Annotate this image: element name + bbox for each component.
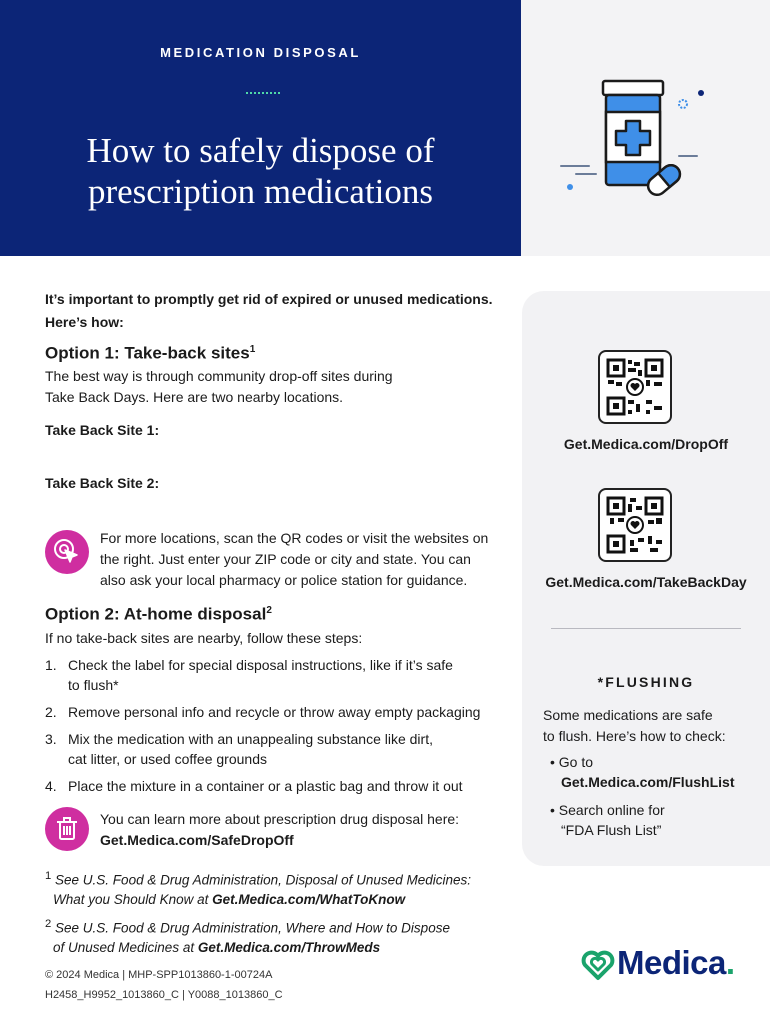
bullet-text <box>550 752 760 772</box>
list-item <box>45 655 515 695</box>
qr-code-takebackday[interactable] <box>598 488 672 562</box>
flushing-bullet-1 <box>550 752 760 792</box>
callout-line-1: For more locations, scan the QR codes or visit the websites on <box>100 530 489 546</box>
brand-name <box>617 944 735 982</box>
flushing-intro <box>543 705 753 747</box>
option1-line-2: Take Back Days. Here are two nearby locations. <box>45 389 344 405</box>
footnote-line: What you Should Know at <box>53 891 213 907</box>
legal-line-1: © 2024 Medica | MHP-SPP1013860-1-00724A <box>45 969 273 981</box>
bullet-text <box>550 800 760 820</box>
pointer-click-icon <box>45 530 89 574</box>
option1-heading <box>45 339 500 364</box>
flushing-bullet-2 <box>550 800 760 840</box>
pill-bottle-icon <box>521 0 770 256</box>
qr-code-icon <box>600 490 670 560</box>
footnote-line: of Unused Medicines at <box>53 939 198 955</box>
title-line-1: How to safely dispose of <box>86 131 435 170</box>
footnote-ref-1: 1 <box>249 344 256 355</box>
flushing-line-2: to flush. Here’s how to check: <box>543 728 726 744</box>
header-banner <box>0 0 521 256</box>
safedropoff-link[interactable]: Get.Medica.com/SafeDropOff <box>100 832 294 848</box>
brand-dot: . <box>725 944 735 981</box>
list-item <box>45 776 515 796</box>
qr-code-dropoff[interactable] <box>598 350 672 424</box>
qr-code-icon <box>600 352 670 422</box>
site1-label: Take Back Site 1: <box>45 422 160 438</box>
step-line: cat litter, or used coffee grounds <box>68 751 267 767</box>
option1-line-1: The best way is through community drop-off sites during <box>45 368 393 384</box>
callout-line-2: the right. Just enter your ZIP code or city and state. You can <box>100 551 471 567</box>
qr-link-takebackday[interactable]: Get.Medica.com/TakeBackDay <box>545 574 747 590</box>
intro-line-1: It’s important to promptly get rid of expired or unused medications. <box>45 291 493 307</box>
qr-callout <box>45 528 505 594</box>
option1-body <box>45 366 500 408</box>
footnote-mark: 1 <box>45 870 52 882</box>
footnote-ref-2: 2 <box>266 605 272 616</box>
legal-line-2: H2458_H9952_1013860_C | Y0088_1013860_C <box>45 989 283 1001</box>
list-item <box>45 729 515 769</box>
step-line: Remove personal info and recycle or throw away empty packaging <box>68 704 481 720</box>
legal-text <box>45 965 283 1005</box>
footnote-line: See U.S. Food & Drug Administration, Where and How to Dispose <box>55 920 450 936</box>
footnote-1 <box>45 867 485 909</box>
bullet-line: Go to <box>558 754 594 770</box>
learn-more-callout <box>45 807 505 853</box>
step-number: 1. <box>45 657 57 673</box>
step-number: 2. <box>45 704 57 720</box>
bullet-icon: • <box>550 802 559 818</box>
sidebar-divider <box>551 628 741 629</box>
option2-intro: If no take-back sites are nearby, follow these steps: <box>45 630 363 646</box>
option1-heading-text: Option 1: Take-back sites <box>45 343 250 363</box>
option2-heading-text: Option 2: At-home disposal <box>45 604 267 624</box>
callout-line-1: You can learn more about prescription drug disposal here: <box>100 811 460 827</box>
intro-line-2: Here’s how: <box>45 314 124 330</box>
flushing-heading: *FLUSHING <box>597 674 695 690</box>
learn-more-text <box>100 809 505 851</box>
disposal-steps <box>45 655 515 803</box>
bullet-icon: • <box>550 754 559 770</box>
medica-logo <box>580 944 740 984</box>
flushlist-link[interactable]: Get.Medica.com/FlushList <box>561 774 735 790</box>
footnote-line: See U.S. Food & Drug Administration, Disposal of Unused Medicines: <box>55 872 471 888</box>
site2-label: Take Back Site 2: <box>45 475 160 491</box>
intro-text <box>45 288 500 334</box>
list-item <box>45 702 515 722</box>
footnote-mark: 2 <box>45 918 52 930</box>
step-line: Check the label for special disposal instructions, like if it’s safe <box>68 657 453 673</box>
step-number: 4. <box>45 778 57 794</box>
step-number: 3. <box>45 731 57 747</box>
callout-line-3: also ask your local pharmacy or police station for guidance. <box>100 572 468 588</box>
illustration-panel <box>521 0 770 256</box>
flushing-line-1: Some medications are safe <box>543 707 713 723</box>
footnote-2 <box>45 915 485 957</box>
option2-heading <box>45 600 500 625</box>
step-line: to flush* <box>68 677 119 693</box>
trash-can-icon <box>45 807 89 851</box>
throwmeds-link[interactable]: Get.Medica.com/ThrowMeds <box>197 939 381 955</box>
title-line-2: prescription medications <box>87 172 434 211</box>
eyebrow-label: MEDICATION DISPOSAL <box>160 45 361 60</box>
medica-heart-icon <box>580 947 616 983</box>
step-line: Mix the medication with an unappealing substance like dirt, <box>68 731 433 747</box>
brand-wordmark: Medica <box>617 944 726 981</box>
qr-callout-text <box>100 528 505 591</box>
whattoknow-link[interactable]: Get.Medica.com/WhatToKnow <box>212 891 406 907</box>
step-line: Place the mixture in a container or a plastic bag and throw it out <box>68 778 463 794</box>
decorative-dash <box>246 92 280 97</box>
bullet-line: Search online for <box>558 802 665 818</box>
page-title <box>0 130 521 212</box>
bullet-line-2: “FDA Flush List” <box>561 822 662 838</box>
qr-link-dropoff[interactable]: Get.Medica.com/DropOff <box>563 436 729 452</box>
